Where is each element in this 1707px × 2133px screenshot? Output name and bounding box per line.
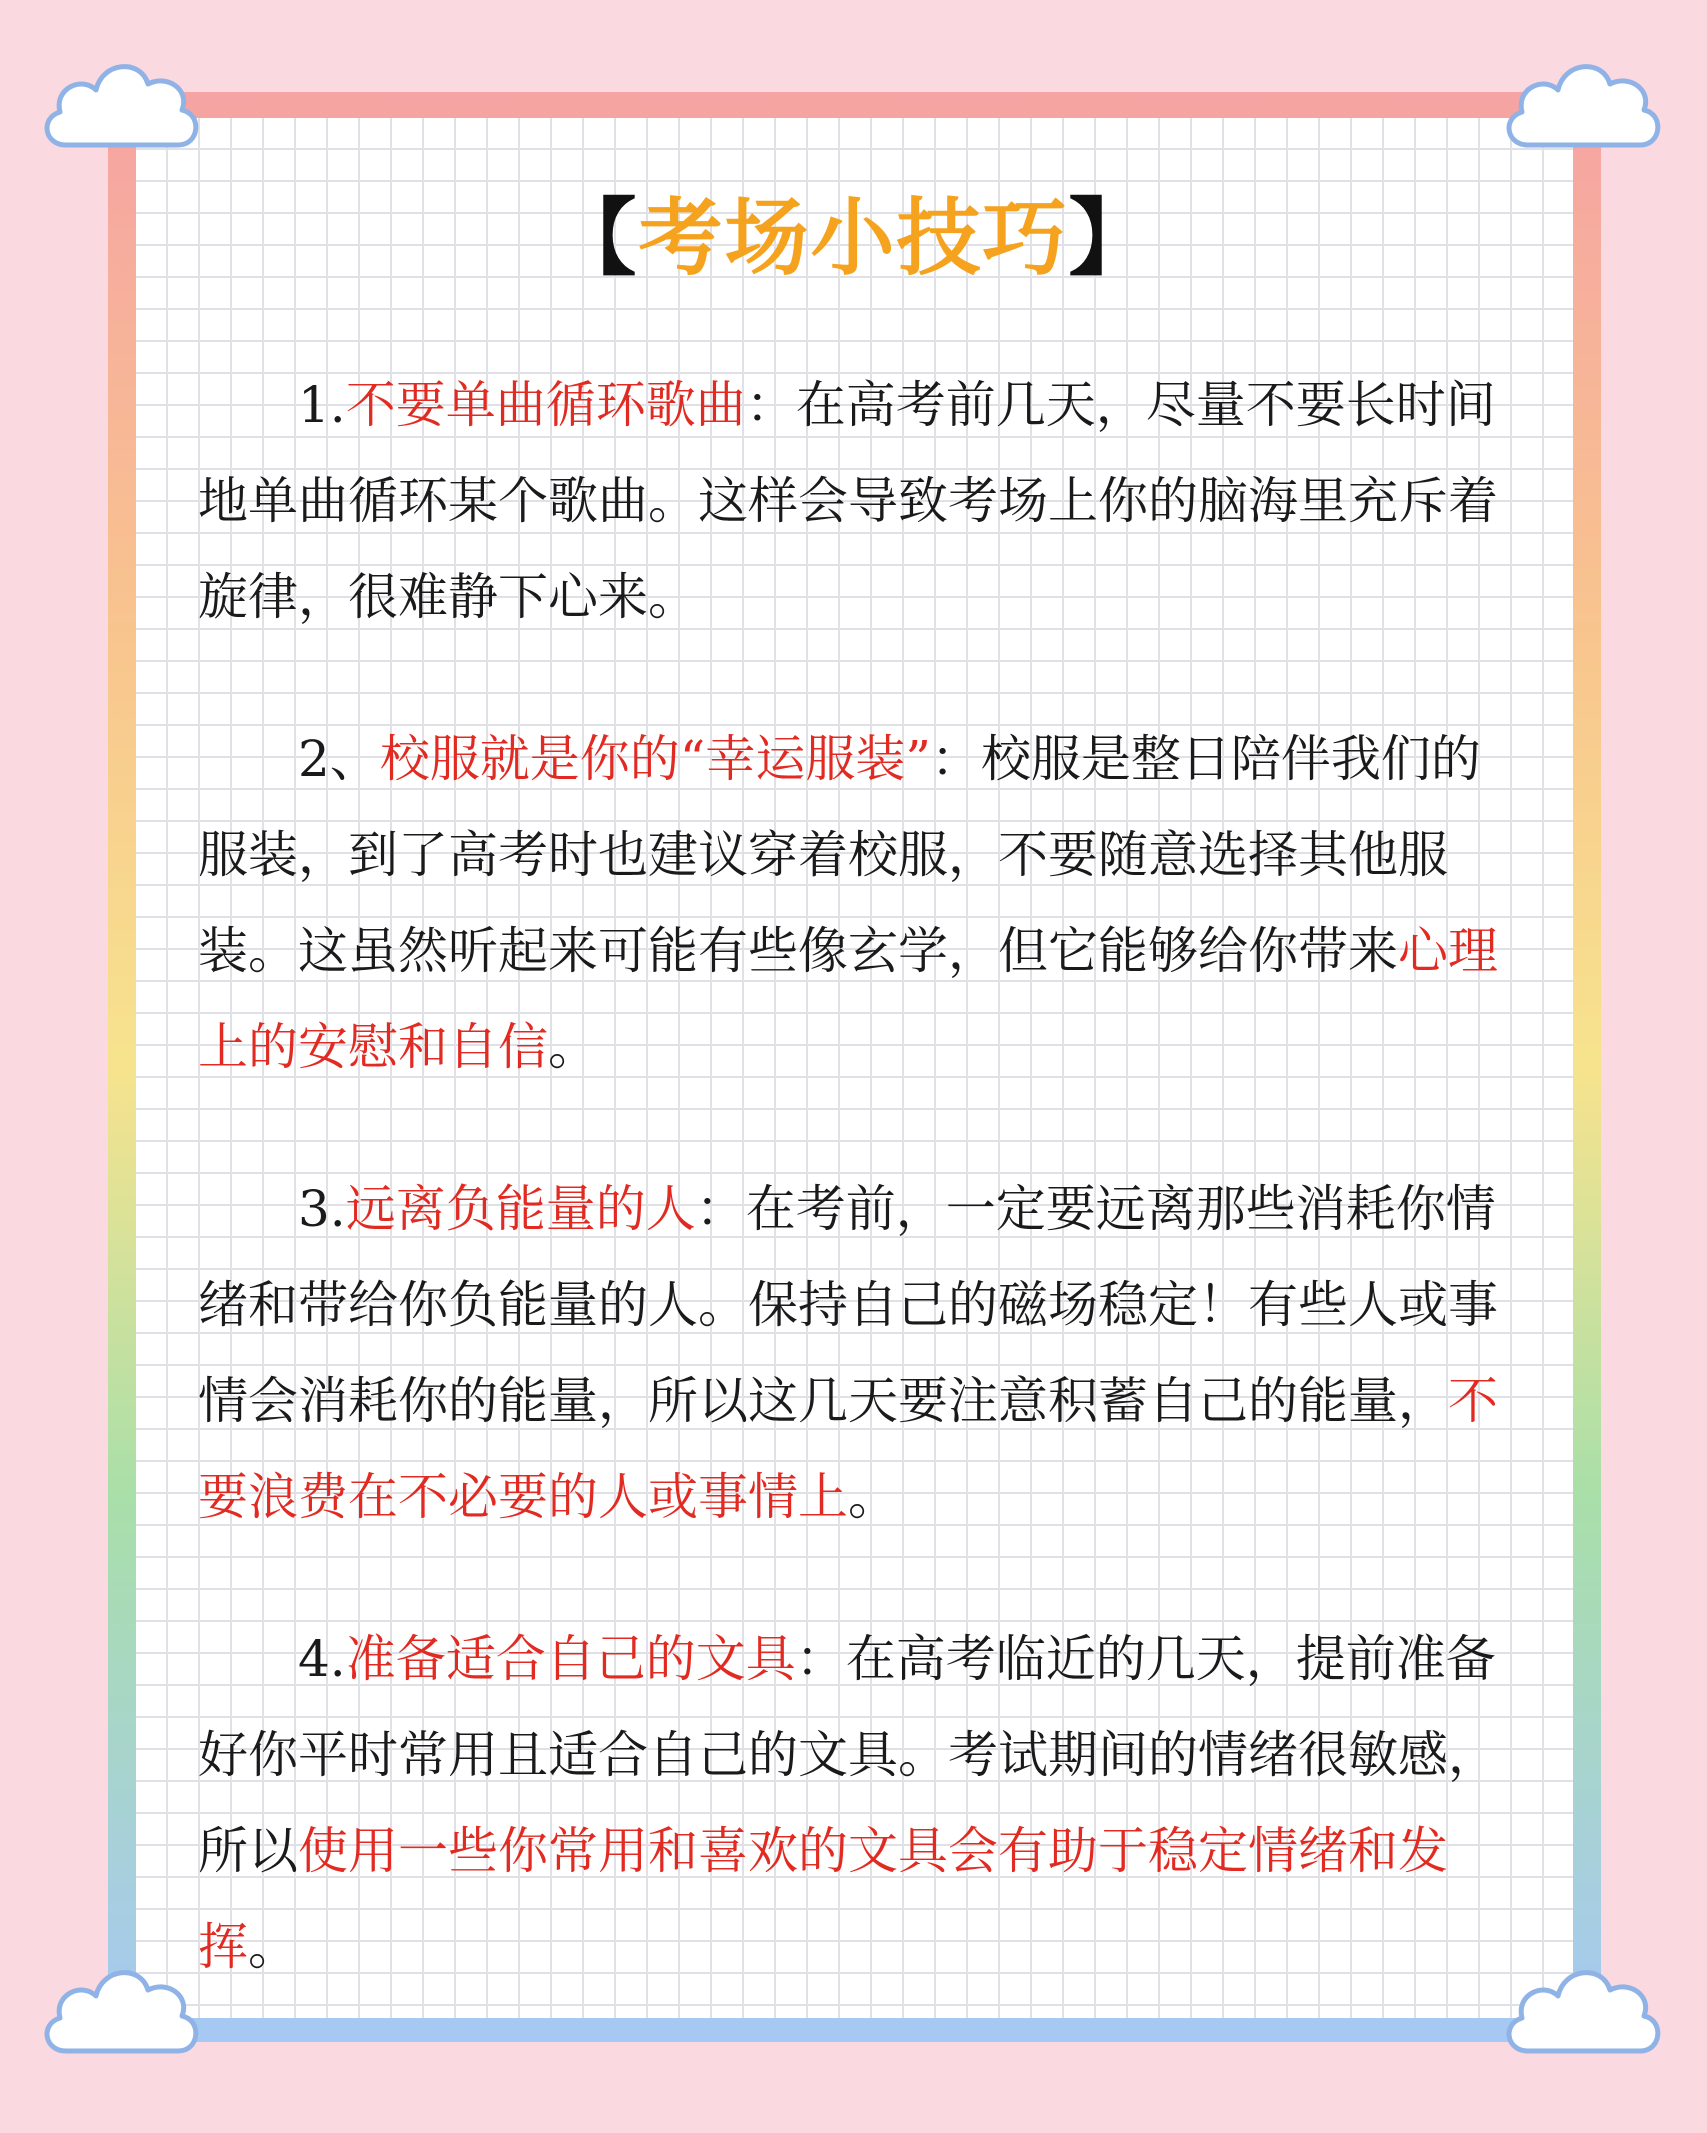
tip-heading: 准备适合自己的文具 — [345, 1630, 796, 1688]
tip-number: 3. — [298, 1180, 346, 1238]
tip-body: 在考前，一定要远离那些消耗你情绪和带给你负能量的人。保持自己的磁场稳定！有些人或事情会消耗你的能量，所以这几天要注意积蓄自己的能量， — [198, 1180, 1498, 1430]
cloud-icon — [1498, 50, 1668, 170]
title-text: 考场小技巧 — [638, 188, 1069, 287]
tip-end: 。 — [248, 1918, 298, 1976]
cloud-icon — [1498, 1956, 1668, 2076]
title-bracket-right: 】 — [1068, 188, 1155, 287]
title-bracket-left: 【 — [552, 188, 639, 287]
tip-paragraph-3 — [198, 1161, 1518, 1545]
tip-highlight: 不要浪费在不必要的人或事情上 — [198, 1372, 1498, 1526]
tip-heading: 不要单曲循环歌曲 — [345, 376, 746, 434]
tip-end: 。 — [548, 1018, 598, 1076]
page-title — [0, 188, 1707, 288]
tip-colon: ： — [795, 1630, 846, 1688]
tip-colon: ： — [695, 1180, 746, 1238]
tip-highlight: 使用一些你常用和喜欢的文具会有助于稳定情绪和发挥 — [198, 1822, 1448, 1976]
tip-colon: ： — [930, 730, 981, 788]
tip-heading: 校服就是你的“幸运服装” — [379, 730, 931, 788]
tip-number: 1. — [298, 376, 346, 434]
tip-paragraph-2 — [198, 711, 1518, 1095]
tip-number: 4. — [298, 1630, 346, 1688]
tips-content — [198, 357, 1518, 2061]
tip-colon: ： — [745, 376, 796, 434]
tip-paragraph-4 — [198, 1611, 1518, 1995]
tip-end: 。 — [848, 1468, 898, 1526]
cloud-icon — [36, 1956, 206, 2076]
tip-body: 校服是整日陪伴我们的服装，到了高考时也建议穿着校服，不要随意选择其他服装。这虽然听起来可能有些像玄学，但它能够给你带来 — [198, 730, 1481, 980]
tip-body: 在高考前几天，尽量不要长时间地单曲循环某个歌曲。这样会导致考场上你的脑海里充斥着旋律，很难静下心来。 — [198, 376, 1498, 626]
tip-highlight: 心理上的安慰和自信 — [198, 922, 1498, 1076]
tip-number: 2、 — [298, 730, 380, 788]
cloud-icon — [36, 50, 206, 170]
tip-paragraph-1 — [198, 357, 1518, 645]
tip-heading: 远离负能量的人 — [345, 1180, 696, 1238]
tip-body: 在高考临近的几天，提前准备好你平时常用且适合自己的文具。考试期间的情绪很敏感，所以 — [198, 1630, 1498, 1880]
